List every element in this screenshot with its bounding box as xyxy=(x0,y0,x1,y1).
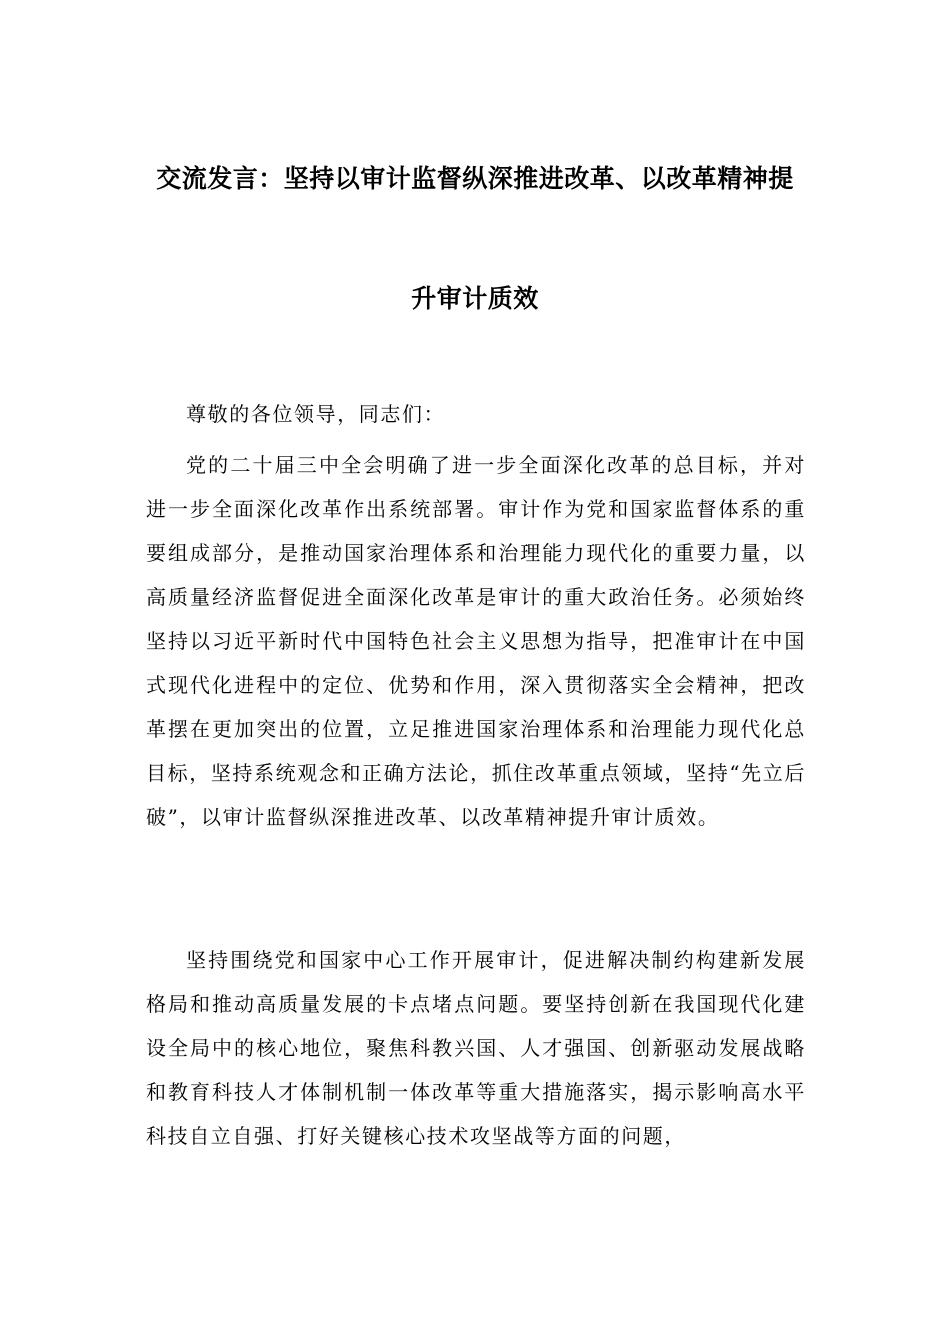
paragraph: 党的二十届三中全会明确了进一步全面深化改革的总目标，并对进一步全面深化改革作出系统部署。审计作为党和国家监督体系的重要组成部分，是推动国家治理体系和治理能力现代化的重要力量，以高质量经济监督促进全面深化改革是审计的重大政治任务。必须始终坚持以习近平新时代中国特色社会主义思想为指导，把准审计在中国式现代化进程中的定位、优势和作用，深入贯彻落实全会精神，把改革摆在更加突出的位置，立足推进国家治理体系和治理能力现代化总目标，坚持系统观念和正确方法论，抓住改革重点领域，坚持“先立后破”，以审计监督纵深推进改革、以改革精神提升审计质效。 xyxy=(146,453,806,829)
greeting-block xyxy=(146,392,806,436)
paragraph: 坚持围绕党和国家中心工作开展审计，促进解决制约构建新发展格局和推动高质量发展的卡点堵点问题。要坚持创新在我国现代化建设全局中的核心地位，聚焦科教兴国、人才强国、创新驱动发展战略和教育科技人才体制机制一体改革等重大措施落实，揭示影响高水平科技自立自强、打好关键核心技术攻坚战等方面的问题， xyxy=(146,948,806,1148)
document-title-line-2: 升审计质效 xyxy=(411,284,539,313)
document-title-line-1: 交流发言：坚持以审计监督纵深推进改革、以改革精神提 xyxy=(156,164,794,193)
paragraph-block-1 xyxy=(146,443,806,839)
paragraph-block-2 xyxy=(146,938,806,1158)
greeting: 尊敬的各位领导，同志们： xyxy=(186,402,446,426)
